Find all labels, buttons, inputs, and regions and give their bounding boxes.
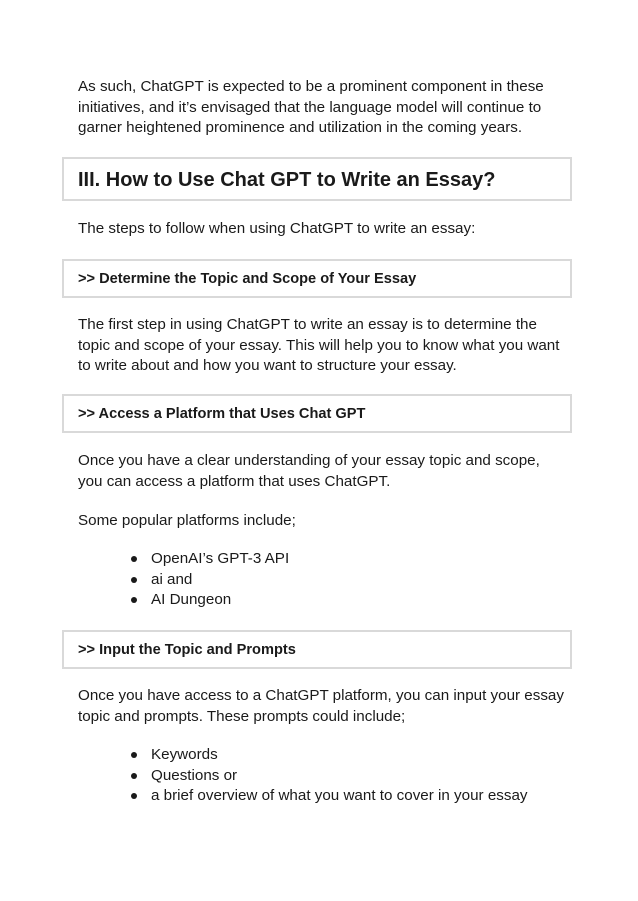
- platforms-intro-text: Some popular platforms include;: [78, 512, 296, 529]
- list-item-text: ai and: [151, 570, 193, 588]
- section-lead-text: The steps to follow when using ChatGPT to write an essay:: [78, 220, 476, 237]
- list-item: [130, 549, 289, 570]
- step-heading-input-prompts: >> Input the Topic and Prompts: [78, 642, 296, 658]
- bullet-icon: [131, 597, 137, 603]
- step-heading-topic-scope: >> Determine the Topic and Scope of Your Essay: [78, 271, 417, 287]
- step-heading-access-platform: >> Access a Platform that Uses Chat GPT: [78, 406, 366, 422]
- section-heading: III. How to Use Chat GPT to Write an Essay?: [78, 169, 496, 191]
- bullet-icon: [131, 773, 137, 779]
- prompts-list: [130, 745, 528, 807]
- step-heading-box: [62, 259, 572, 298]
- step-line: topic and prompts. These prompts could include;: [78, 707, 406, 725]
- step-line: The first step in using ChatGPT to write an essay is to determine the: [78, 316, 537, 333]
- step-line: Once you have a clear understanding of your essay topic and scope,: [78, 452, 540, 469]
- list-item-text: AI Dungeon: [151, 591, 232, 608]
- step-heading-box: [62, 394, 572, 433]
- list-item-text: a brief overview of what you want to cover in your essay: [151, 787, 528, 804]
- intro-line: As such, ChatGPT is expected to be a prominent component in these: [78, 78, 544, 95]
- list-item: [130, 766, 528, 787]
- list-item-text: Questions or: [151, 766, 238, 784]
- section-heading-box: [62, 157, 572, 201]
- list-item: [130, 745, 528, 766]
- step-line: topic and scope of your essay. This will help you to know what you want: [78, 336, 560, 354]
- bullet-icon: [131, 793, 137, 799]
- list-item: [130, 590, 289, 611]
- step-paragraph-topic-scope: [78, 315, 578, 377]
- step-heading-box: [62, 630, 572, 669]
- intro-paragraph: [78, 77, 578, 139]
- step-paragraph-access-platform: [78, 451, 578, 492]
- section-lead: [78, 219, 578, 240]
- bullet-icon: [131, 752, 137, 758]
- bullet-icon: [131, 577, 137, 583]
- step-line: you can access a platform that uses ChatGPT.: [78, 472, 391, 490]
- bullet-icon: [131, 556, 137, 562]
- platforms-intro: [78, 511, 578, 532]
- list-item-text: Keywords: [151, 746, 218, 763]
- intro-line: garner heightened prominence and utilization in the coming years.: [78, 119, 523, 136]
- step-line: Once you have access to a ChatGPT platform, you can input your essay: [78, 687, 564, 704]
- intro-line: initiatives, and it’s envisaged that the language model will continue to: [78, 98, 542, 116]
- list-item: [130, 570, 289, 591]
- platforms-list: [130, 549, 289, 611]
- step-paragraph-input-prompts: [78, 686, 578, 727]
- list-item: [130, 786, 528, 807]
- list-item-text: OpenAI’s GPT-3 API: [151, 550, 290, 567]
- step-line: to write about and how you want to structure your essay.: [78, 357, 457, 374]
